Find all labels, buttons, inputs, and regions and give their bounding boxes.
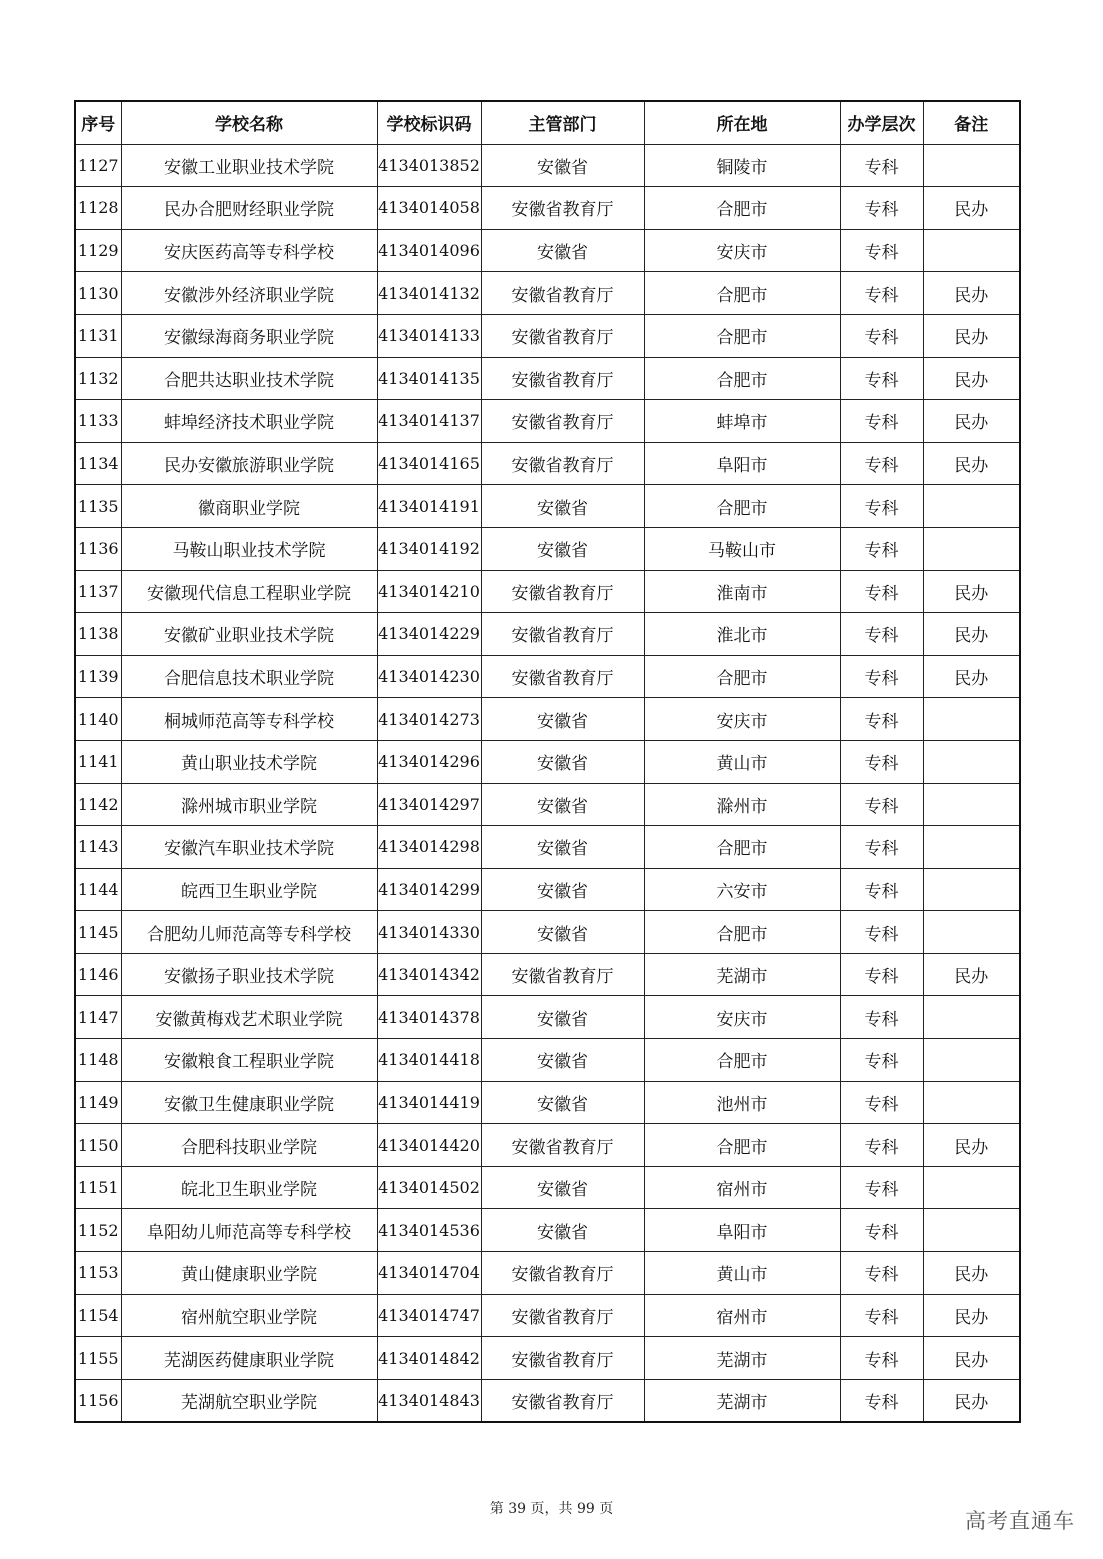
cell-seq: 1149	[75, 1081, 121, 1124]
cell-seq: 1156	[75, 1379, 121, 1422]
cell-school-code: 4134014230	[377, 655, 481, 698]
cell-school-code: 4134014165	[377, 442, 481, 485]
table-row	[75, 1209, 1020, 1252]
cell-remark	[923, 996, 1020, 1039]
cell-department: 安徽省教育厅	[481, 187, 644, 230]
cell-school-name: 安徽涉外经济职业学院	[121, 272, 377, 315]
cell-department: 安徽省教育厅	[481, 1337, 644, 1380]
cell-department: 安徽省	[481, 826, 644, 869]
cell-school-code: 4134014273	[377, 698, 481, 741]
cell-school-name: 皖北卫生职业学院	[121, 1166, 377, 1209]
cell-school-code: 4134014297	[377, 783, 481, 826]
cell-level: 专科	[840, 1039, 923, 1082]
cell-school-name: 宿州航空职业学院	[121, 1294, 377, 1337]
cell-department: 安徽省教育厅	[481, 1252, 644, 1295]
cell-level: 专科	[840, 527, 923, 570]
cell-department: 安徽省	[481, 911, 644, 954]
cell-school-code: 4134014135	[377, 357, 481, 400]
table-row	[75, 442, 1020, 485]
cell-department: 安徽省	[481, 868, 644, 911]
cell-department: 安徽省	[481, 485, 644, 528]
table-row	[75, 1039, 1020, 1082]
cell-school-code: 4134014842	[377, 1337, 481, 1380]
cell-seq: 1134	[75, 442, 121, 485]
cell-level: 专科	[840, 1081, 923, 1124]
cell-department: 安徽省	[481, 229, 644, 272]
cell-location: 淮南市	[644, 570, 840, 613]
table-row	[75, 527, 1020, 570]
table-row	[75, 1081, 1020, 1124]
cell-level: 专科	[840, 1294, 923, 1337]
cell-seq: 1148	[75, 1039, 121, 1082]
cell-department: 安徽省	[481, 527, 644, 570]
cell-remark	[923, 229, 1020, 272]
cell-school-code: 4134014132	[377, 272, 481, 315]
cell-seq: 1151	[75, 1166, 121, 1209]
header-remark: 备注	[923, 101, 1020, 144]
cell-school-name: 马鞍山职业技术学院	[121, 527, 377, 570]
cell-department: 安徽省	[481, 1081, 644, 1124]
cell-school-code: 4134014096	[377, 229, 481, 272]
cell-remark: 民办	[923, 655, 1020, 698]
cell-level: 专科	[840, 144, 923, 187]
cell-level: 专科	[840, 1337, 923, 1380]
table-row	[75, 1379, 1020, 1422]
cell-seq: 1132	[75, 357, 121, 400]
cell-level: 专科	[840, 485, 923, 528]
cell-remark: 民办	[923, 953, 1020, 996]
cell-location: 铜陵市	[644, 144, 840, 187]
cell-location: 芜湖市	[644, 1337, 840, 1380]
cell-remark	[923, 527, 1020, 570]
cell-remark	[923, 698, 1020, 741]
cell-school-code: 4134014419	[377, 1081, 481, 1124]
cell-seq: 1145	[75, 911, 121, 954]
cell-school-name: 合肥信息技术职业学院	[121, 655, 377, 698]
cell-school-name: 安徽粮食工程职业学院	[121, 1039, 377, 1082]
cell-location: 滁州市	[644, 783, 840, 826]
cell-remark: 民办	[923, 570, 1020, 613]
cell-seq: 1130	[75, 272, 121, 315]
cell-school-name: 合肥科技职业学院	[121, 1124, 377, 1167]
cell-department: 安徽省教育厅	[481, 314, 644, 357]
cell-department: 安徽省	[481, 698, 644, 741]
cell-location: 合肥市	[644, 485, 840, 528]
cell-department: 安徽省	[481, 144, 644, 187]
cell-location: 安庆市	[644, 698, 840, 741]
cell-department: 安徽省教育厅	[481, 272, 644, 315]
table-row	[75, 1337, 1020, 1380]
cell-location: 合肥市	[644, 1124, 840, 1167]
cell-remark	[923, 144, 1020, 187]
cell-school-name: 安庆医药高等专科学校	[121, 229, 377, 272]
cell-level: 专科	[840, 442, 923, 485]
cell-location: 阜阳市	[644, 442, 840, 485]
cell-level: 专科	[840, 570, 923, 613]
cell-remark: 民办	[923, 187, 1020, 230]
cell-seq: 1137	[75, 570, 121, 613]
cell-location: 合肥市	[644, 826, 840, 869]
table-row	[75, 1294, 1020, 1337]
cell-school-name: 安徽汽车职业技术学院	[121, 826, 377, 869]
table-row	[75, 485, 1020, 528]
cell-level: 专科	[840, 698, 923, 741]
cell-department: 安徽省教育厅	[481, 1294, 644, 1337]
cell-department: 安徽省	[481, 783, 644, 826]
cell-department: 安徽省教育厅	[481, 357, 644, 400]
cell-remark: 民办	[923, 1252, 1020, 1295]
cell-location: 合肥市	[644, 655, 840, 698]
cell-remark: 民办	[923, 314, 1020, 357]
cell-seq: 1142	[75, 783, 121, 826]
table-row	[75, 1252, 1020, 1295]
cell-remark	[923, 740, 1020, 783]
cell-level: 专科	[840, 740, 923, 783]
header-seq: 序号	[75, 101, 121, 144]
table-row	[75, 314, 1020, 357]
cell-department: 安徽省教育厅	[481, 655, 644, 698]
cell-school-name: 民办安徽旅游职业学院	[121, 442, 377, 485]
cell-school-name: 安徽卫生健康职业学院	[121, 1081, 377, 1124]
cell-location: 宿州市	[644, 1294, 840, 1337]
cell-level: 专科	[840, 953, 923, 996]
cell-remark: 民办	[923, 1379, 1020, 1422]
cell-level: 专科	[840, 655, 923, 698]
cell-location: 合肥市	[644, 1039, 840, 1082]
cell-school-name: 合肥幼儿师范高等专科学校	[121, 911, 377, 954]
cell-seq: 1144	[75, 868, 121, 911]
cell-level: 专科	[840, 996, 923, 1039]
cell-seq: 1155	[75, 1337, 121, 1380]
cell-location: 芜湖市	[644, 1379, 840, 1422]
table-row	[75, 272, 1020, 315]
table-row	[75, 1124, 1020, 1167]
cell-location: 合肥市	[644, 911, 840, 954]
cell-school-code: 4134014420	[377, 1124, 481, 1167]
school-list-table	[74, 100, 1021, 1423]
cell-level: 专科	[840, 1166, 923, 1209]
cell-level: 专科	[840, 1252, 923, 1295]
cell-school-code: 4134014191	[377, 485, 481, 528]
cell-remark	[923, 485, 1020, 528]
cell-school-code: 4134014058	[377, 187, 481, 230]
page-number: 第 39 页，共 99 页	[489, 1501, 614, 1517]
header-location: 所在地	[644, 101, 840, 144]
cell-school-name: 桐城师范高等专科学校	[121, 698, 377, 741]
cell-school-name: 安徽工业职业技术学院	[121, 144, 377, 187]
cell-level: 专科	[840, 272, 923, 315]
cell-department: 安徽省	[481, 1039, 644, 1082]
cell-seq: 1146	[75, 953, 121, 996]
cell-school-name: 芜湖航空职业学院	[121, 1379, 377, 1422]
cell-remark	[923, 1209, 1020, 1252]
cell-seq: 1135	[75, 485, 121, 528]
cell-level: 专科	[840, 1209, 923, 1252]
cell-seq: 1139	[75, 655, 121, 698]
cell-level: 专科	[840, 229, 923, 272]
cell-level: 专科	[840, 400, 923, 443]
cell-remark: 民办	[923, 357, 1020, 400]
table-row	[75, 570, 1020, 613]
cell-department: 安徽省	[481, 1209, 644, 1252]
cell-location: 黄山市	[644, 1252, 840, 1295]
cell-level: 专科	[840, 187, 923, 230]
cell-school-code: 4134013852	[377, 144, 481, 187]
cell-remark	[923, 911, 1020, 954]
header-department: 主管部门	[481, 101, 644, 144]
cell-level: 专科	[840, 783, 923, 826]
cell-school-name: 阜阳幼儿师范高等专科学校	[121, 1209, 377, 1252]
header-school-name: 学校名称	[121, 101, 377, 144]
cell-level: 专科	[840, 314, 923, 357]
cell-location: 黄山市	[644, 740, 840, 783]
table-row	[75, 698, 1020, 741]
cell-seq: 1136	[75, 527, 121, 570]
cell-seq: 1129	[75, 229, 121, 272]
table-row	[75, 1166, 1020, 1209]
cell-school-code: 4134014137	[377, 400, 481, 443]
cell-seq: 1143	[75, 826, 121, 869]
cell-school-code: 4134014299	[377, 868, 481, 911]
cell-school-code: 4134014229	[377, 613, 481, 656]
cell-location: 蚌埠市	[644, 400, 840, 443]
table-row	[75, 826, 1020, 869]
cell-school-name: 安徽矿业职业技术学院	[121, 613, 377, 656]
table-row	[75, 613, 1020, 656]
cell-remark	[923, 826, 1020, 869]
cell-school-name: 安徽黄梅戏艺术职业学院	[121, 996, 377, 1039]
cell-school-name: 徽商职业学院	[121, 485, 377, 528]
table-row	[75, 229, 1020, 272]
cell-seq: 1154	[75, 1294, 121, 1337]
cell-seq: 1133	[75, 400, 121, 443]
cell-remark: 民办	[923, 272, 1020, 315]
cell-seq: 1152	[75, 1209, 121, 1252]
cell-school-code: 4134014843	[377, 1379, 481, 1422]
cell-school-code: 4134014342	[377, 953, 481, 996]
cell-location: 淮北市	[644, 613, 840, 656]
header-school-code: 学校标识码	[377, 101, 481, 144]
cell-location: 池州市	[644, 1081, 840, 1124]
cell-school-code: 4134014192	[377, 527, 481, 570]
cell-level: 专科	[840, 1379, 923, 1422]
cell-location: 宿州市	[644, 1166, 840, 1209]
cell-school-name: 安徽绿海商务职业学院	[121, 314, 377, 357]
cell-school-name: 黄山职业技术学院	[121, 740, 377, 783]
cell-department: 安徽省	[481, 740, 644, 783]
cell-seq: 1128	[75, 187, 121, 230]
table-row	[75, 740, 1020, 783]
cell-department: 安徽省	[481, 1166, 644, 1209]
cell-location: 安庆市	[644, 229, 840, 272]
header-level: 办学层次	[840, 101, 923, 144]
cell-department: 安徽省教育厅	[481, 613, 644, 656]
cell-location: 芜湖市	[644, 953, 840, 996]
cell-department: 安徽省教育厅	[481, 1379, 644, 1422]
cell-seq: 1150	[75, 1124, 121, 1167]
cell-school-code: 4134014330	[377, 911, 481, 954]
cell-remark: 民办	[923, 1124, 1020, 1167]
cell-seq: 1131	[75, 314, 121, 357]
cell-department: 安徽省教育厅	[481, 1124, 644, 1167]
cell-department: 安徽省教育厅	[481, 570, 644, 613]
table-row	[75, 144, 1020, 187]
cell-location: 六安市	[644, 868, 840, 911]
cell-department: 安徽省	[481, 996, 644, 1039]
cell-school-name: 民办合肥财经职业学院	[121, 187, 377, 230]
cell-school-code: 4134014536	[377, 1209, 481, 1252]
cell-school-name: 芜湖医药健康职业学院	[121, 1337, 377, 1380]
cell-school-code: 4134014502	[377, 1166, 481, 1209]
table-header	[75, 101, 1020, 144]
cell-location: 合肥市	[644, 187, 840, 230]
table-row	[75, 655, 1020, 698]
cell-remark	[923, 1166, 1020, 1209]
cell-school-name: 蚌埠经济技术职业学院	[121, 400, 377, 443]
cell-remark	[923, 783, 1020, 826]
cell-school-name: 合肥共达职业技术学院	[121, 357, 377, 400]
table-row	[75, 187, 1020, 230]
table-row	[75, 357, 1020, 400]
cell-seq: 1147	[75, 996, 121, 1039]
cell-remark: 民办	[923, 1337, 1020, 1380]
cell-location: 安庆市	[644, 996, 840, 1039]
cell-department: 安徽省教育厅	[481, 400, 644, 443]
cell-school-name: 皖西卫生职业学院	[121, 868, 377, 911]
table-row	[75, 783, 1020, 826]
table-row	[75, 996, 1020, 1039]
cell-school-code: 4134014378	[377, 996, 481, 1039]
watermark-text: 高考直通车	[965, 1509, 1075, 1533]
cell-level: 专科	[840, 826, 923, 869]
cell-remark: 民办	[923, 613, 1020, 656]
cell-school-code: 4134014298	[377, 826, 481, 869]
header-row	[75, 101, 1020, 144]
cell-level: 专科	[840, 357, 923, 400]
cell-school-code: 4134014296	[377, 740, 481, 783]
cell-school-name: 安徽扬子职业技术学院	[121, 953, 377, 996]
cell-school-code: 4134014133	[377, 314, 481, 357]
cell-remark: 民办	[923, 1294, 1020, 1337]
cell-seq: 1141	[75, 740, 121, 783]
cell-level: 专科	[840, 868, 923, 911]
table-row	[75, 911, 1020, 954]
table-row	[75, 953, 1020, 996]
cell-remark: 民办	[923, 442, 1020, 485]
cell-location: 马鞍山市	[644, 527, 840, 570]
cell-department: 安徽省教育厅	[481, 442, 644, 485]
cell-remark: 民办	[923, 400, 1020, 443]
cell-school-code: 4134014747	[377, 1294, 481, 1337]
cell-department: 安徽省教育厅	[481, 953, 644, 996]
cell-level: 专科	[840, 1124, 923, 1167]
cell-remark	[923, 868, 1020, 911]
cell-school-name: 安徽现代信息工程职业学院	[121, 570, 377, 613]
cell-location: 合肥市	[644, 314, 840, 357]
cell-location: 阜阳市	[644, 1209, 840, 1252]
cell-school-code: 4134014418	[377, 1039, 481, 1082]
cell-remark	[923, 1081, 1020, 1124]
cell-location: 合肥市	[644, 357, 840, 400]
cell-remark	[923, 1039, 1020, 1082]
table-row	[75, 868, 1020, 911]
cell-school-code: 4134014704	[377, 1252, 481, 1295]
cell-seq: 1127	[75, 144, 121, 187]
cell-school-code: 4134014210	[377, 570, 481, 613]
cell-school-name: 滁州城市职业学院	[121, 783, 377, 826]
cell-school-name: 黄山健康职业学院	[121, 1252, 377, 1295]
cell-seq: 1140	[75, 698, 121, 741]
cell-level: 专科	[840, 911, 923, 954]
cell-level: 专科	[840, 613, 923, 656]
cell-seq: 1138	[75, 613, 121, 656]
table-body	[75, 144, 1020, 1422]
table-row	[75, 400, 1020, 443]
cell-seq: 1153	[75, 1252, 121, 1295]
cell-location: 合肥市	[644, 272, 840, 315]
